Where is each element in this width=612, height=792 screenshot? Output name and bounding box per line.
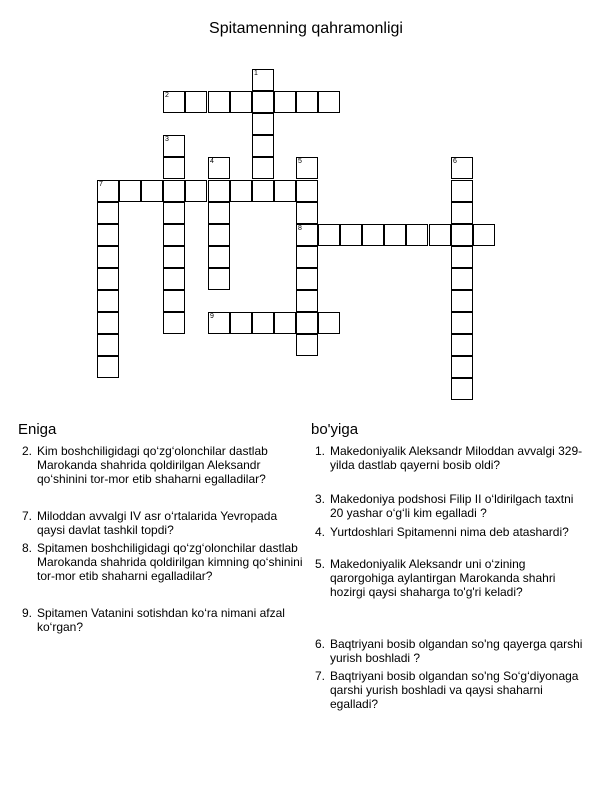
grid-cell[interactable] — [97, 268, 119, 290]
clue-number: 7. — [314, 669, 325, 683]
grid-cell[interactable] — [473, 224, 495, 246]
grid-cell[interactable] — [208, 157, 230, 179]
grid-cell[interactable] — [296, 91, 318, 113]
grid-cell[interactable] — [163, 224, 185, 246]
grid-cell[interactable] — [163, 246, 185, 268]
clue-down-7 — [307, 669, 587, 711]
clue-down-6 — [307, 637, 587, 665]
grid-cell[interactable] — [163, 290, 185, 312]
clue-number: 7. — [21, 509, 32, 523]
grid-cell[interactable] — [362, 224, 384, 246]
clue-across-8 — [14, 541, 304, 583]
grid-cell[interactable] — [230, 312, 252, 334]
clue-down-5 — [307, 557, 587, 599]
clue-text: Makedoniyalik Aleksandr Miloddan avvalgi 329-yilda dastlab qayerni bosib oldi? — [330, 444, 583, 472]
cell-number: 3 — [165, 136, 169, 143]
clue-text: Makedoniyalik Aleksandr uni o‘zining qarorgohiga aylantirgan Marokanda shahri hozirgi qaysi shaharga to'g'ri keladi? — [330, 557, 556, 599]
grid-cell[interactable] — [141, 180, 163, 202]
grid-cell[interactable] — [252, 157, 274, 179]
grid-cell[interactable] — [451, 334, 473, 356]
grid-cell[interactable] — [185, 91, 207, 113]
grid-cell[interactable] — [274, 91, 296, 113]
grid-cell[interactable] — [296, 334, 318, 356]
grid-cell[interactable] — [451, 268, 473, 290]
grid-cell[interactable] — [296, 180, 318, 202]
clue-down-3 — [307, 492, 587, 520]
clue-down-1 — [307, 444, 587, 472]
grid-cell[interactable] — [296, 268, 318, 290]
grid-cell[interactable] — [97, 202, 119, 224]
down-heading: bo'yiga — [311, 421, 359, 438]
grid-cell[interactable] — [252, 113, 274, 135]
grid-cell[interactable] — [97, 246, 119, 268]
grid-cell[interactable] — [296, 224, 318, 246]
grid-cell[interactable] — [296, 157, 318, 179]
clue-text: Baqtriyani bosib olgandan so'ng qayerga qarshi yurish boshladi ? — [330, 637, 583, 665]
cell-number: 8 — [298, 225, 302, 232]
grid-cell[interactable] — [208, 312, 230, 334]
grid-cell[interactable] — [97, 290, 119, 312]
grid-cell[interactable] — [252, 91, 274, 113]
clue-number: 9. — [21, 606, 32, 620]
grid-cell[interactable] — [97, 224, 119, 246]
grid-cell[interactable] — [163, 135, 185, 157]
grid-cell[interactable] — [451, 180, 473, 202]
grid-cell[interactable] — [97, 312, 119, 334]
grid-cell[interactable] — [252, 180, 274, 202]
grid-cell[interactable] — [451, 246, 473, 268]
grid-cell[interactable] — [451, 356, 473, 378]
grid-cell[interactable] — [451, 157, 473, 179]
grid-cell[interactable] — [451, 378, 473, 400]
clue-across-9 — [14, 606, 304, 634]
grid-cell[interactable] — [406, 224, 428, 246]
cell-number: 6 — [453, 158, 457, 165]
grid-cell[interactable] — [208, 246, 230, 268]
clue-number: 5. — [314, 557, 325, 571]
grid-cell[interactable] — [163, 91, 185, 113]
page-title: Spitamenning qahramonligi — [209, 20, 403, 37]
grid-cell[interactable] — [429, 224, 451, 246]
grid-cell[interactable] — [208, 268, 230, 290]
clue-down-4 — [307, 525, 569, 539]
grid-cell[interactable] — [451, 224, 473, 246]
grid-cell[interactable] — [97, 334, 119, 356]
clue-text: Miloddan avvalgi IV asr o‘rtalarida Yevropada qaysi davlat tashkil topdi? — [37, 509, 278, 537]
grid-cell[interactable] — [208, 224, 230, 246]
grid-cell[interactable] — [252, 69, 274, 91]
clue-text: Baqtriyani bosib olgandan so'ng So‘g‘diyonaga qarshi yurish boshladi va qaysi shaharni egalladi? — [330, 669, 579, 711]
grid-cell[interactable] — [296, 312, 318, 334]
clue-number: 3. — [314, 492, 325, 506]
grid-cell[interactable] — [97, 356, 119, 378]
grid-cell[interactable] — [296, 202, 318, 224]
clue-number: 8. — [21, 541, 32, 555]
cell-number: 5 — [298, 158, 302, 165]
grid-cell[interactable] — [208, 202, 230, 224]
grid-cell[interactable] — [451, 290, 473, 312]
grid-cell[interactable] — [163, 202, 185, 224]
grid-cell[interactable] — [208, 91, 230, 113]
grid-cell[interactable] — [163, 312, 185, 334]
clue-text: Spitamen boshchiligidagi qo‘zg‘olonchilar dastlab Marokanda shahrida qoldirilgan kimning qo‘shinini tor-mor etib shaharni egalladilar? — [37, 541, 303, 583]
clue-number: 6. — [314, 637, 325, 651]
grid-cell[interactable] — [230, 91, 252, 113]
grid-cell[interactable] — [97, 180, 119, 202]
grid-cell[interactable] — [274, 312, 296, 334]
across-heading: Eniga — [18, 421, 57, 438]
grid-cell[interactable] — [119, 180, 141, 202]
grid-cell[interactable] — [230, 180, 252, 202]
grid-cell[interactable] — [340, 224, 362, 246]
grid-cell[interactable] — [451, 202, 473, 224]
grid-cell[interactable] — [296, 290, 318, 312]
grid-cell[interactable] — [252, 312, 274, 334]
grid-cell[interactable] — [163, 180, 185, 202]
grid-cell[interactable] — [451, 312, 473, 334]
grid-cell[interactable] — [163, 157, 185, 179]
clue-text: Kim boshchiligidagi qo‘zg‘olonchilar dastlab Marokanda shahrida qoldirilgan Aleksandr qo‘shinini tor-mor etib shaharni egalladilar? — [37, 444, 268, 486]
cell-number: 4 — [210, 158, 214, 165]
clue-number: 1. — [314, 444, 325, 458]
cell-number: 7 — [99, 181, 103, 188]
clue-across-2 — [14, 444, 304, 486]
grid-cell[interactable] — [163, 268, 185, 290]
grid-cell[interactable] — [296, 246, 318, 268]
cell-number: 9 — [210, 313, 214, 320]
grid-cell[interactable] — [185, 180, 207, 202]
clue-text: Makedoniya podshosi Filip II o‘ldirilgach taxtni 20 yashar o‘g‘li kim egalladi ? — [330, 492, 574, 520]
clue-number: 4. — [314, 525, 325, 539]
cell-number: 1 — [254, 70, 258, 77]
grid-cell[interactable] — [252, 135, 274, 157]
clue-text: Yurtdoshlari Spitamenni nima deb atashardi? — [330, 525, 569, 539]
grid-cell[interactable] — [384, 224, 406, 246]
clue-across-7 — [14, 509, 304, 537]
grid-cell[interactable] — [274, 180, 296, 202]
grid-cell[interactable] — [208, 180, 230, 202]
clue-number: 2. — [21, 444, 32, 458]
grid-cell[interactable] — [318, 312, 340, 334]
grid-cell[interactable] — [318, 224, 340, 246]
grid-cell[interactable] — [318, 91, 340, 113]
clue-text: Spitamen Vatanini sotishdan ko‘ra nimani afzal ko‘rgan? — [37, 606, 285, 634]
cell-number: 2 — [165, 92, 169, 99]
